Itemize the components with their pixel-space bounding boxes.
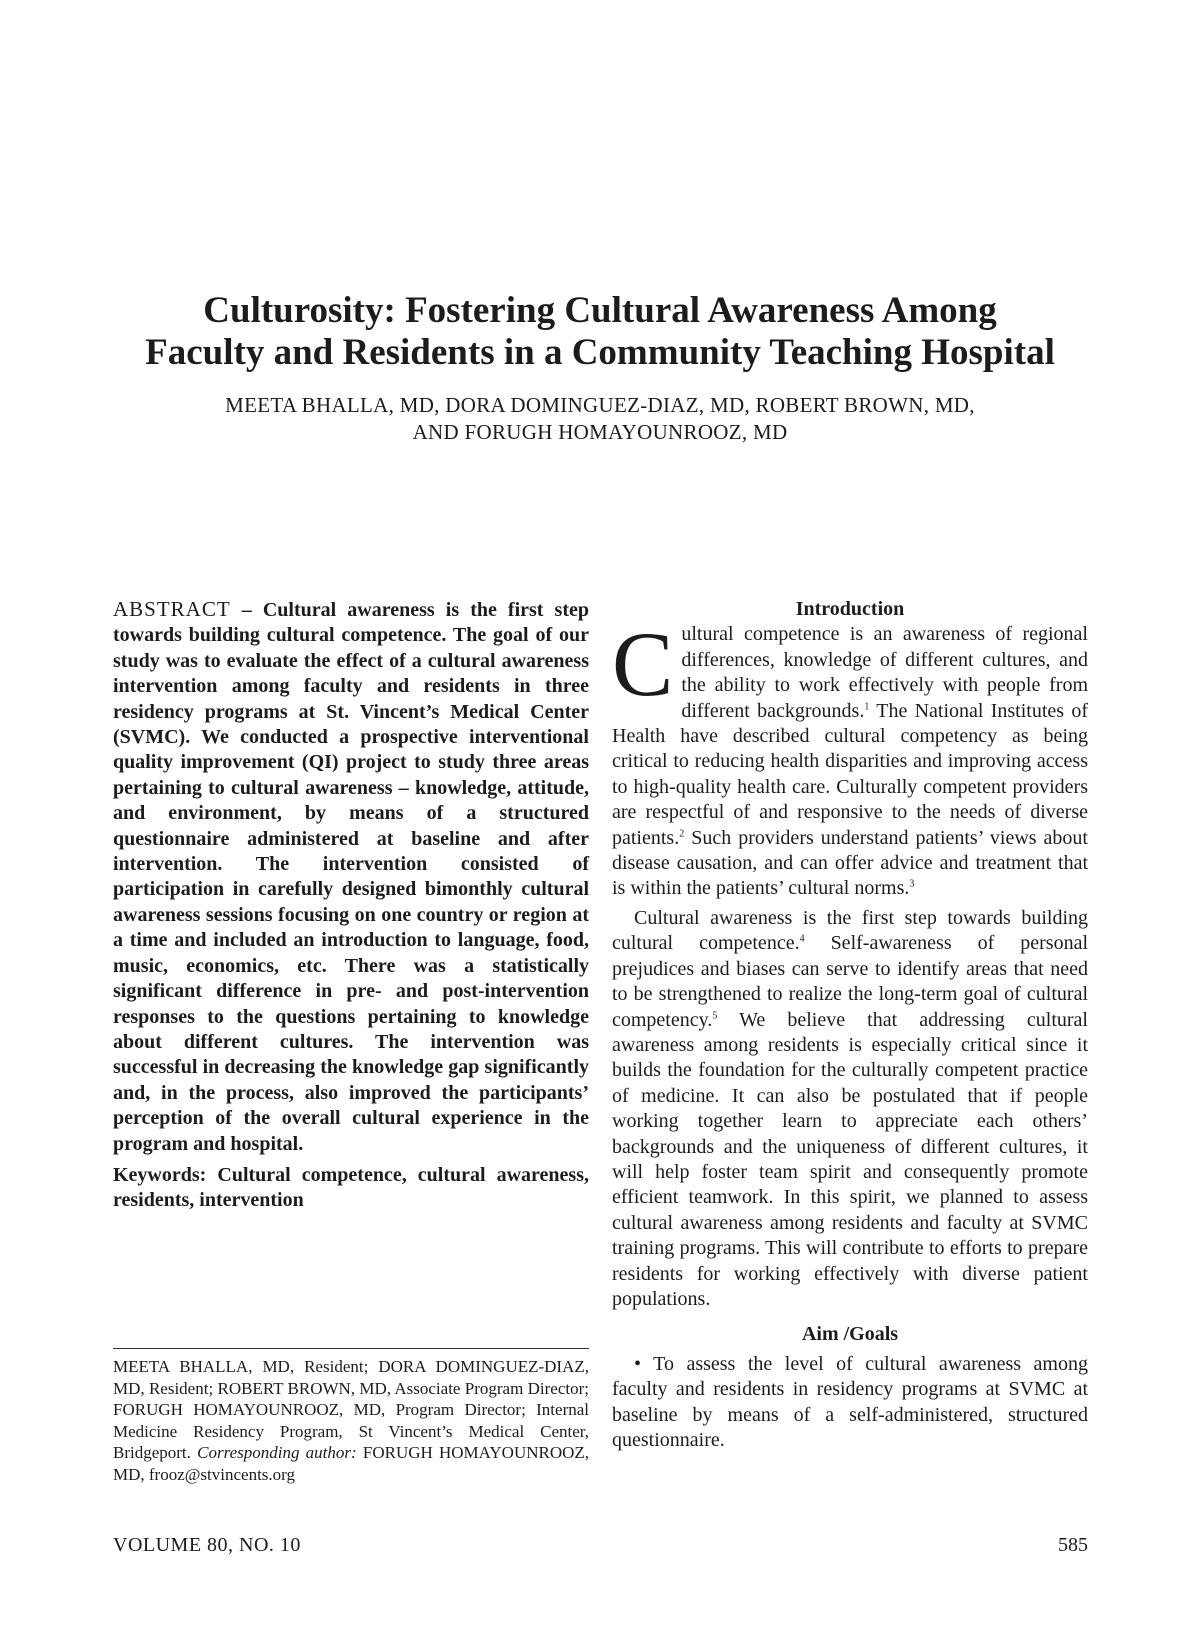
authors-line-2: AND FORUGH HOMAYOUNROOZ, MD (412, 420, 788, 444)
abstract-label: ABSTRACT (113, 597, 231, 621)
abstract-dash: – (230, 599, 263, 621)
reference-2: 2 (679, 828, 685, 839)
footnote-divider (113, 1348, 589, 1349)
intro-p2-text-a: Cultural awareness is the first step towards building cultural competence. (612, 906, 1088, 955)
abstract-column (113, 597, 589, 1214)
aims-heading: Aim /Goals (801, 1323, 899, 1346)
intro-p2-text-c: We believe that addressing cultural awareness among residents is especially critical since it builds the foundation for the culturally competent practice of medicine. It can also be postulated that if people working together learn to appreciate each others’ backgrounds and the uniqueness of different cultures, it will help foster team spirit and consequently promote efficient teamwork. In this spirit, we planned to assess cultural awareness among residents and faculty at SVMC training programs. This will contribute to efforts to prepare residents for working effectively with diverse patient populations. (612, 1008, 1088, 1310)
abstract-paragraph (113, 597, 589, 1157)
drop-cap: C (612, 613, 674, 716)
title-line-2: Faculty and Residents in a Community Teaching Hospital (145, 332, 1055, 373)
intro-p2-text-b: Self-awareness of personal prejudices and biases can serve to identify areas that need to be strengthened to realize the long-term goal of cultural competency. (612, 932, 1088, 1031)
reference-1: 1 (864, 700, 870, 712)
affiliations-text: MEETA BHALLA, MD, Resident; DORA DOMINGUEZ-DIAZ, MD, Resident; ROBERT BROWN, MD, Associate Program Director; FORUGH HOMAYOUNROOZ, MD, Program Director; Internal Medicine Residency Program, St Vincent’s Medical Center, Bridgeport. (113, 1357, 589, 1463)
aims-bullet: • To assess the level of cultural awareness among faculty and residents in residency programs at SVMC at baseline by means of a self-administered, structured questionnaire. (612, 1352, 1088, 1451)
intro-p1-text-a: ultural competence is an awareness of regional differences, knowledge of different cultures, and the ability to work effectively with people from different backgrounds. (681, 623, 1088, 722)
title-line-1: Culturosity: Fostering Cultural Awareness Among (203, 290, 997, 331)
journal-volume: VOLUME 80, NO. 10 (113, 1534, 301, 1556)
intro-p1-text-b: The National Institutes of Health have described cultural competency as being critical to reducing health disparities and improving access to high-quality health care. Culturally competent providers are respectful of and responsive to the needs of diverse patients. (612, 699, 1088, 849)
keywords: Keywords: Cultural competence, cultural awareness, residents, intervention (113, 1163, 589, 1212)
authors-line-1: MEETA BHALLA, MD, DORA DOMINGUEZ-DIAZ, MD, ROBERT BROWN, MD, (225, 393, 975, 417)
abstract-text: Cultural awareness is the first step towards building cultural competence. The goal of our study was to evaluate the effect of a cultural awareness intervention among faculty and residents in three residency programs at St. Vincent’s Medical Center (SVMC). We conducted a prospective interventional quality improvement (QI) project to study three areas pertaining to cultural awareness – knowledge, attitude, and environment, by means of a structured questionnaire administered at baseline and after intervention. The intervention consisted of participation in carefully designed bimonthly cultural awareness sessions focusing on one country or region at a time and included an introduction to language, food, music, economics, etc. There was a statistically significant difference in pre- and post-intervention responses to the questions pertaining to knowledge about different cultures. The intervention was successful in decreasing the knowledge gap significantly and, in the process, also improved the participants’ perception of the overall cultural experience in the program and hospital. (113, 599, 589, 1155)
introduction-heading: Introduction (795, 598, 905, 620)
reference-4: 4 (799, 933, 805, 945)
reference-5: 5 (712, 1009, 718, 1021)
corresponding-author: FORUGH HOMAYOUNROOZ, MD, frooz@stvincents.org (113, 1443, 590, 1484)
author-list (100, 392, 1100, 446)
corresponding-author-label: Corresponding author: (197, 1443, 357, 1463)
body-column (612, 597, 1088, 1453)
intro-p1-text-c: Such providers understand patients’ views about disease causation, and can offer advice and treatment that is within the patients’ cultural norms. (612, 826, 1088, 900)
introduction-paragraph-1 (612, 613, 1088, 901)
article-title (100, 290, 1100, 374)
introduction-paragraph-2 (612, 906, 1088, 1313)
reference-3: 3 (909, 878, 915, 890)
page-number: 585 (1058, 1534, 1088, 1556)
author-affiliations-footnote (113, 1356, 589, 1486)
